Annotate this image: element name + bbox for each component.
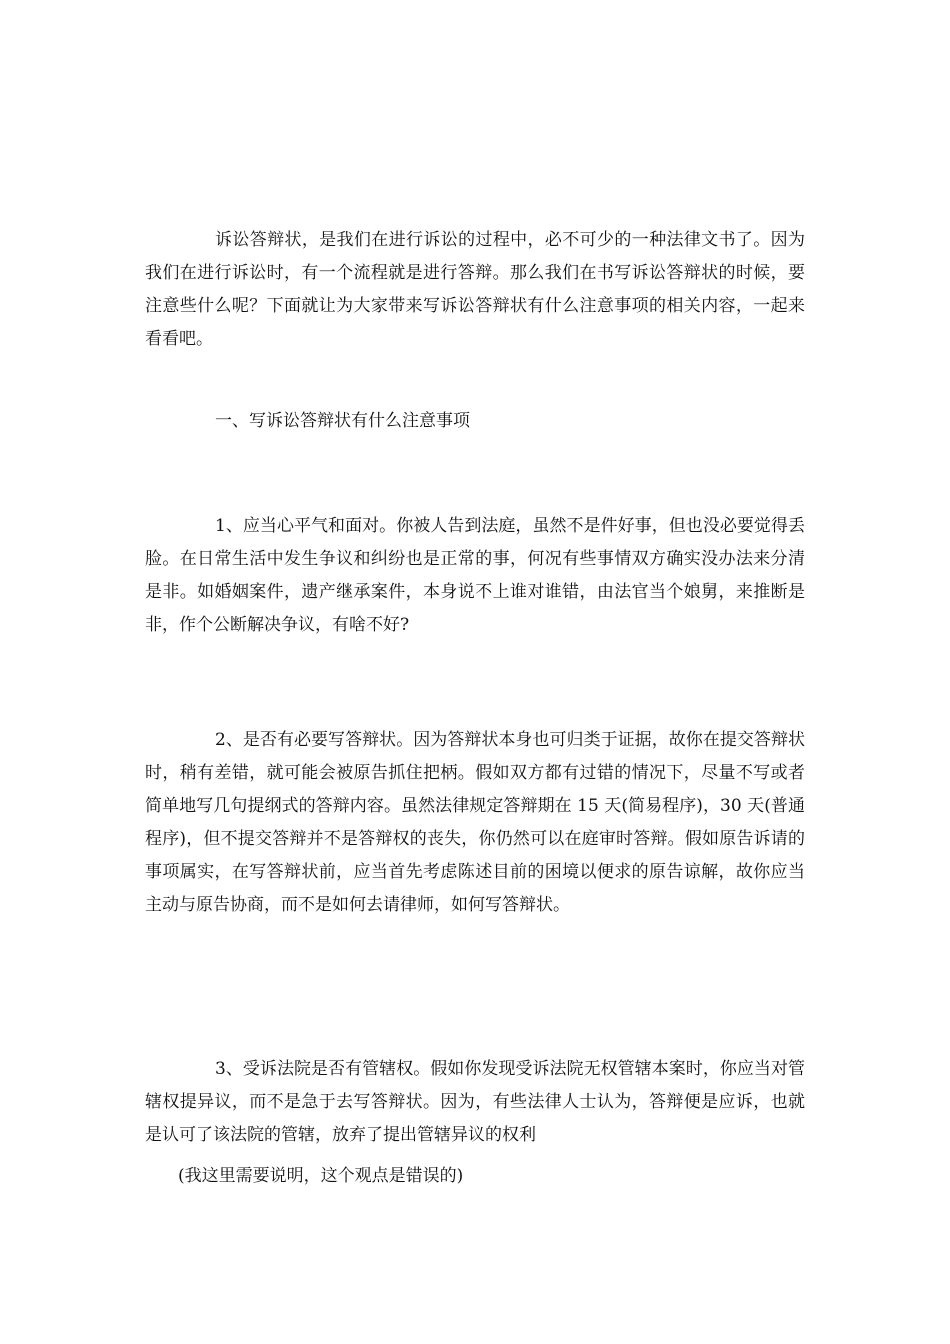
section-heading: 一、写诉讼答辩状有什么注意事项 bbox=[215, 411, 470, 431]
clarification-note: (我这里需要说明，这个观点是错误的) bbox=[178, 1166, 464, 1186]
section-heading-block bbox=[145, 405, 805, 438]
point-3-block bbox=[145, 1053, 805, 1152]
point-3-paragraph: 3、受诉法院是否有管辖权。假如你发现受诉法院无权管辖本案时，你应当对管辖权提异议，而不是急于去写答辩状。因为，有些法律人士认为，答辩便是应诉，也就是认可了该法院的管辖，放弃了提出管辖异议的权利 bbox=[145, 1059, 805, 1145]
point-2-block bbox=[145, 724, 805, 922]
point-1-paragraph: 1、应当心平气和面对。你被人告到法庭，虽然不是件好事，但也没必要觉得丢脸。在日常生活中发生争议和纠纷也是正常的事，何况有些事情双方确实没办法来分清是非。如婚姻案件，遗产继承案件，本身说不上谁对谁错，由法官当个娘舅，来推断是非，作个公断解决争议，有啥不好? bbox=[145, 516, 805, 635]
intro-paragraph-block bbox=[145, 224, 805, 356]
point-2-paragraph: 2、是否有必要写答辩状。因为答辩状本身也可归类于证据，故你在提交答辩状时，稍有差错，就可能会被原告抓住把柄。假如双方都有过错的情况下，尽量不写或者简单地写几句提纲式的答辩内容。虽然法律规定答辩期在 15 天(简易程序)，30 天(普通程序)，但不提交答辩并不是答辩权的丧失，你仍然可以在庭审时答辩。假如原告诉请的事项属实，在写答辩状前，应当首先考虑陈述目前的困境以便求的原告谅解，故你应当主动与原告协商，而不是如何去请律师，如何写答辩状。 bbox=[145, 730, 805, 915]
intro-paragraph: 诉讼答辩状，是我们在进行诉讼的过程中，必不可少的一种法律文书了。因为我们在进行诉讼时，有一个流程就是进行答辩。那么我们在书写诉讼答辩状的时候，要注意些什么呢？下面就让为大家带来写诉讼答辩状有什么注意事项的相关内容，一起来看看吧。 bbox=[145, 230, 805, 349]
point-1-block bbox=[145, 510, 805, 642]
